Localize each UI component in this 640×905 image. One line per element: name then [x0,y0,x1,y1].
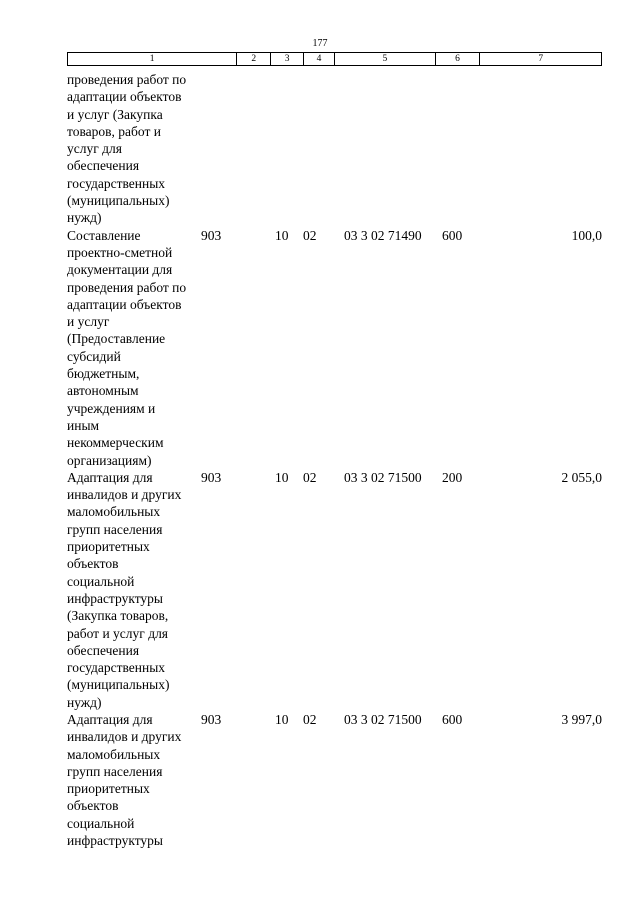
cell-expense-type: 200 [442,469,463,485]
cell-ministry-code: 903 [201,469,222,485]
column-header-6: 6 [436,53,481,65]
table-header [67,52,602,66]
cell-subsection: 02 [303,711,317,727]
cell-amount: 3 997,0 [561,711,602,727]
cell-expense-type: 600 [442,227,463,243]
table-body [67,71,602,849]
table-row [67,227,602,469]
cell-expense-type: 600 [442,711,463,727]
column-header-1: 1 [68,53,237,65]
cell-target-article: 03 3 02 71500 [344,469,422,485]
cell-amount: 100,0 [571,227,602,243]
table-row [67,711,602,849]
column-header-5: 5 [335,53,436,65]
table-row [67,469,602,711]
cell-section: 10 [275,227,289,243]
cell-ministry-code: 903 [201,227,222,243]
cell-subsection: 02 [303,469,317,485]
row-name: Составление проектно-сметной документации для проведения работ по адаптации объектов и услуг (Предоставление субсидий бюджетным, автономным учреждениям и иным некоммерческим организациям) [67,227,187,468]
cell-ministry-code: 903 [201,711,222,727]
cell-amount: 2 055,0 [561,469,602,485]
column-header-2: 2 [237,53,271,65]
column-header-4: 4 [304,53,335,65]
row-name: Адаптация для инвалидов и других маломобильных групп населения приоритетных объектов социальной инфраструктуры (Закупка товаров, работ и услуг для обеспечения государственных (муниципальных) нужд) [67,469,182,710]
column-header-3: 3 [271,53,304,65]
table-row [67,71,602,227]
cell-target-article: 03 3 02 71500 [344,711,422,727]
cell-target-article: 03 3 02 71490 [344,227,422,243]
row-name: Адаптация для инвалидов и других маломобильных групп населения приоритетных объектов социальной инфраструктуры [67,711,182,849]
row-name: проведения работ по адаптации объектов и услуг (Закупка товаров, работ и услуг для обеспечения государственных (муниципальных) нужд) [67,72,187,226]
cell-section: 10 [275,469,289,485]
column-header-7: 7 [538,54,544,64]
cell-subsection: 02 [303,227,317,243]
page-number: 177 [312,38,328,49]
cell-section: 10 [275,711,289,727]
